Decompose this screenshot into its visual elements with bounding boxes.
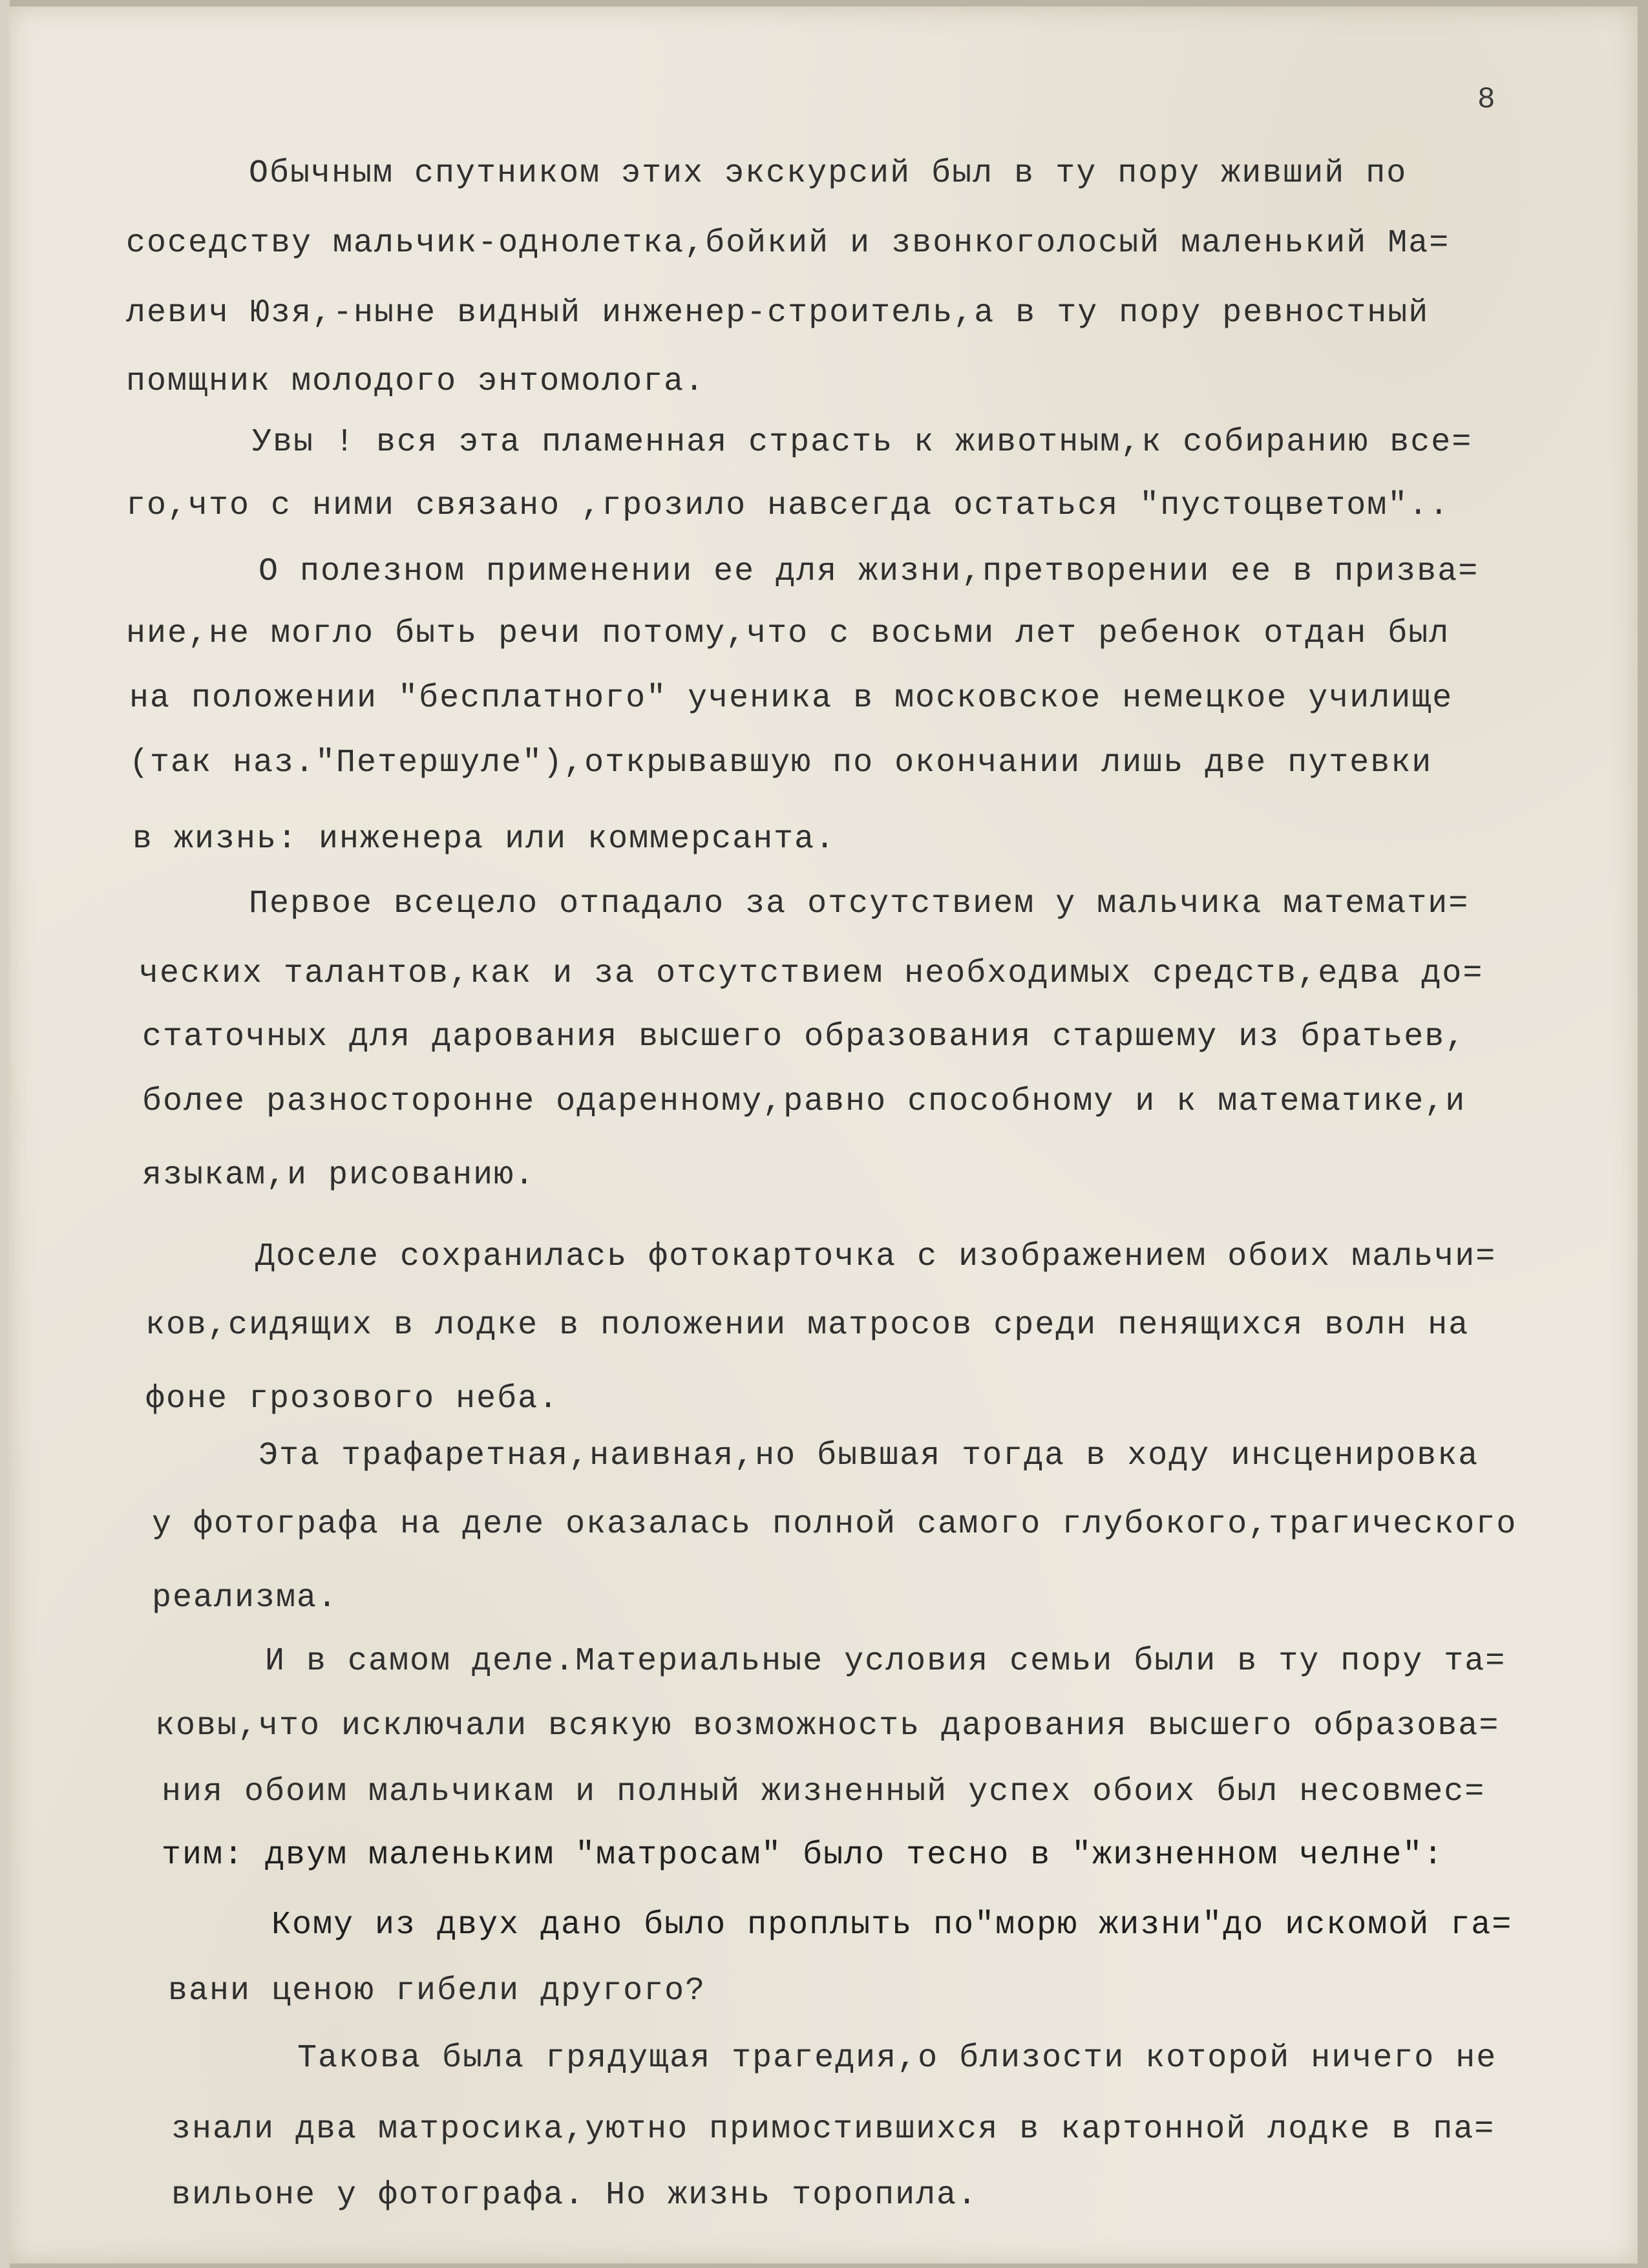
text-line: в жизнь: инженера или коммерсанта. <box>132 821 836 858</box>
text-line: И в самом деле.Материальные условия семьи были в ту пору та= <box>265 1643 1506 1680</box>
text-line: (так наз."Петершуле"),открывавшую по окончании лишь две путевки <box>129 745 1433 781</box>
text-line: Обычным спутником этих экскурсий был в ту пору живший по <box>249 155 1408 192</box>
text-line: ния обоим мальчикам и полный жизненный успех обоих был несовмес= <box>162 1774 1486 1810</box>
text-line: фоне грозового неба. <box>145 1381 560 1417</box>
text-line: на положении "бесплатного" ученика в московское немецкое училище <box>129 680 1453 717</box>
text-line: Эта трафаретная,наивная,но бывшая тогда в ходу инсценировка <box>259 1437 1479 1474</box>
text-line: вани ценою гибели другого? <box>168 1973 706 2009</box>
text-line: вильоне у фотографа. Но жизнь торопила. <box>171 2177 978 2214</box>
text-line: статочных для дарования высшего образования старшему из братьев, <box>142 1019 1466 1055</box>
text-line: Увы ! вся эта пламенная страсть к животным,к собиранию все= <box>252 424 1473 461</box>
text-line: ковы,что исключали всякую возможность дарования высшего образова= <box>155 1708 1500 1744</box>
text-line: ков,сидящих в лодке в положении матросов среди пенящихся волн на <box>145 1307 1470 1344</box>
text-line: у фотографа на деле оказалась полной самого глубокого,трагического <box>152 1506 1517 1543</box>
text-line: ние,не могло быть речи потому,что с восьми лет ребенок отдан был <box>126 615 1450 652</box>
text-line: соседству мальчик-однолетка,бойкий и звонкоголосый маленький Ма= <box>126 225 1450 262</box>
text-line: Такова была грядущая трагедия,о близости которой ничего не <box>297 2040 1497 2077</box>
page-number: 8 <box>1477 83 1495 116</box>
text-line: знали два матросика,уютно примостившихся в картонной лодке в па= <box>171 2111 1495 2148</box>
text-line: помщник молодого энтомолога. <box>126 363 706 400</box>
text-line: ческих талантов,как и за отсутствием необходимых средств,едва до= <box>139 955 1484 992</box>
text-line: реализма. <box>152 1580 339 1616</box>
text-line: Доселе сохранилась фотокарточка с изображением обоих мальчи= <box>255 1238 1497 1275</box>
text-line: Первое всецело отпадало за отсутствием у мальчика математи= <box>249 885 1470 922</box>
text-line: О полезном применении ее для жизни,претворении ее в призва= <box>259 553 1479 590</box>
text-line: языкам,и рисованию. <box>142 1157 536 1194</box>
text-line: левич Юзя,-ныне видный инженер-строитель,а в ту пору ревностный <box>126 295 1430 332</box>
text-line: более разносторонне одаренному,равно способному и к математике,и <box>142 1083 1466 1120</box>
text-line: Кому из двух дано было проплыть по"морю жизни"до искомой га= <box>271 1907 1513 1944</box>
text-line: го,что с ними связано ,грозило навсегда остаться "пустоцветом".. <box>126 487 1450 524</box>
text-line: тим: двум маленьким "матросам" было тесно в "жизненном челне": <box>162 1837 1444 1874</box>
